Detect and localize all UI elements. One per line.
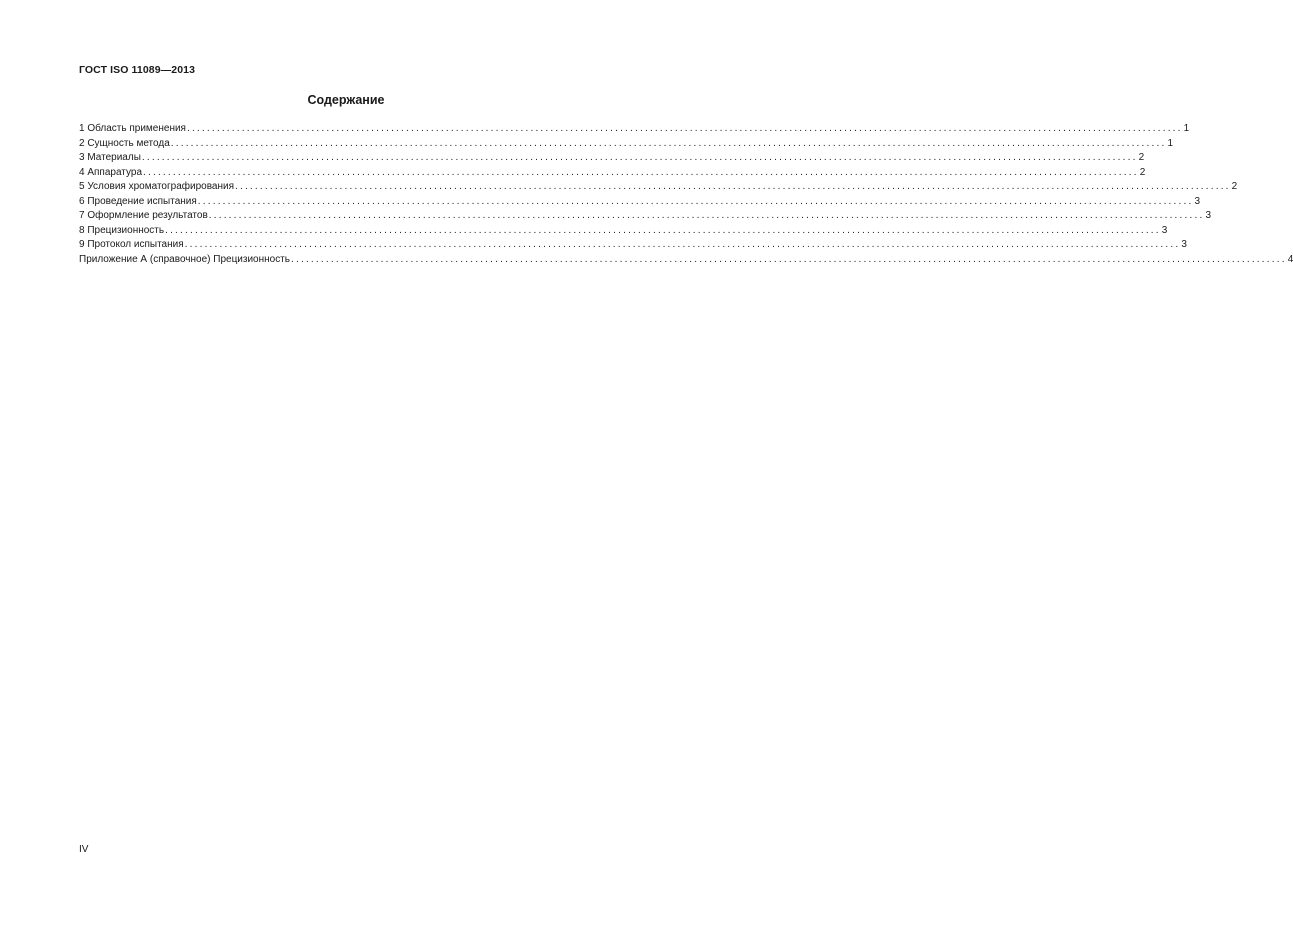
toc-entry-page: 3 [1194, 195, 1201, 207]
toc-entry-label: 8 Прецизионность [79, 224, 165, 236]
toc-entry-label: 3 Материалы [79, 152, 141, 163]
toc-leader-dots: ........................................................................................................................................................................................................ [208, 210, 1205, 221]
toc-entry-label: 2 Сущность метода [79, 137, 170, 149]
toc-entry-page: 1 [1167, 137, 1173, 149]
toc-entry-label: 1 Область применения [79, 123, 186, 134]
toc-entry[interactable] [79, 195, 1201, 210]
toc-leader-dots: ........................................................................................................................................................................................................ [184, 239, 1181, 250]
toc-entry-label: Приложение А (справочное) Прецизионность [79, 253, 291, 265]
toc-leader-dots: ........................................................................................................................................................................................................ [291, 253, 1287, 265]
toc-entry[interactable] [79, 180, 1238, 195]
toc-entry[interactable] [79, 137, 1173, 152]
toc-entry-page: 3 [1205, 210, 1211, 221]
document-code: ГОСТ ISO 11089—2013 [79, 64, 196, 76]
toc-entry-page: 1 [1183, 123, 1190, 134]
toc-entry-label: 7 Оформление результатов [79, 210, 208, 221]
toc-entry-page: 3 [1181, 239, 1187, 250]
toc-entry[interactable] [79, 151, 1145, 166]
toc-list [79, 122, 1293, 267]
toc-entry-page: 4 [1287, 253, 1293, 265]
toc-entry-label: 6 Проведение испытания [79, 195, 197, 207]
toc-entry[interactable] [79, 238, 1187, 253]
toc-entry[interactable] [79, 122, 1190, 137]
toc-leader-dots: ........................................................................................................................................................................................................ [143, 166, 1139, 178]
toc-entry-label: 4 Аппаратура [79, 166, 143, 178]
toc-leader-dots: ........................................................................................................................................................................................................ [235, 181, 1231, 192]
toc-entry-page: 2 [1231, 181, 1238, 192]
toc-entry-label: 5 Условия хроматографирования [79, 181, 234, 192]
toc-entry-page: 3 [1161, 224, 1168, 236]
toc-leader-dots: ........................................................................................................................................................................................................ [170, 137, 1167, 149]
toc-entry[interactable] [79, 166, 1146, 181]
toc-entry[interactable] [79, 224, 1168, 239]
toc-leader-dots: ........................................................................................................................................................................................................ [186, 123, 1183, 134]
toc-leader-dots: ........................................................................................................................................................................................................ [197, 195, 1194, 207]
toc-entry-page: 2 [1138, 152, 1145, 163]
toc-entry[interactable] [79, 209, 1211, 224]
page-number: IV [79, 844, 89, 855]
toc-entry-page: 2 [1139, 166, 1146, 178]
toc-leader-dots: ........................................................................................................................................................................................................ [141, 152, 1138, 163]
toc-leader-dots: ........................................................................................................................................................................................................ [165, 224, 1161, 236]
toc-entry-label: 9 Протокол испытания [79, 239, 184, 250]
toc-title: Содержание [307, 93, 385, 107]
toc-entry[interactable] [79, 253, 1293, 268]
